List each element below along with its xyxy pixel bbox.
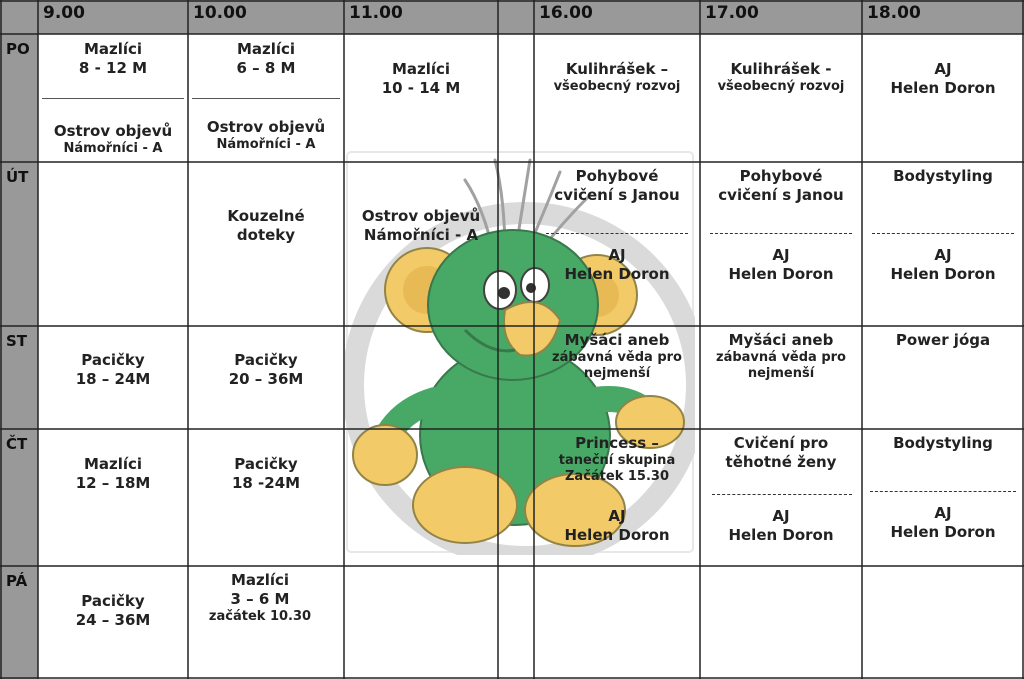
activity-desc: zábavná věda pro [716,349,846,365]
day-label-st: ST [0,326,38,429]
activity-name: Pacičky [234,351,298,369]
activity-desc-2: nejmenší [747,366,815,381]
st-9-activity [38,351,188,389]
activity-group: Námořníci - A [363,225,479,244]
activity-name-2: těhotné ženy [725,452,837,471]
activity-name: Mazlíci [391,60,451,78]
ut-17-separator [710,233,852,234]
st-18-activity [862,331,1024,350]
activity-name: Pacičky [234,455,298,473]
ct-18-activity-1 [862,434,1024,453]
header-time-gap [498,0,534,34]
activity-name: Mazlíci [236,40,296,58]
po-16-activity [534,60,700,95]
day-label-ct: ČT [0,429,38,566]
activity-name: Kulihrášek – [565,60,669,78]
activity-name-2: cvičení s Janou [718,185,844,204]
po-10-activity-1 [188,40,344,78]
ut-18-separator [872,233,1014,234]
day-label-pa: PÁ [0,566,38,679]
po-9-separator [42,98,184,99]
activity-name: Myšáci aneb [728,331,834,349]
ut-18-activity-2 [862,246,1024,284]
ut-16-activity-2 [534,246,700,284]
activity-start: Začátek 15.30 [565,469,669,484]
ct-18-separator [870,491,1016,492]
activity-teacher: Helen Doron [728,264,834,283]
activity-name: Pacičky [81,592,145,610]
activity-age: 18 – 24M [75,369,151,388]
activity-name: AJ [934,504,952,522]
activity-name: Cvičení pro [733,434,829,452]
activity-name: AJ [772,507,790,525]
activity-name-2: doteky [236,225,296,244]
activity-name: AJ [934,246,952,264]
st-16-activity [534,331,700,382]
po-10-activity-2 [188,118,344,153]
po-9-activity-2 [38,122,188,157]
po-9-activity-1 [38,40,188,78]
activity-teacher: Helen Doron [564,525,670,544]
activity-name: Mazlíci [83,455,143,473]
header-time-11: 11.00 [344,0,498,34]
ct-9-activity [38,455,188,493]
activity-desc: taneční skupina [558,452,676,468]
activity-name: Bodystyling [893,434,993,452]
activity-age: 20 – 36M [228,369,304,388]
ut-16-separator [546,233,688,234]
activity-name: Ostrov objevů [361,207,481,225]
activity-age: 24 – 36M [75,610,151,629]
activity-name: Pohybové [739,167,823,185]
po-10-separator [192,98,340,99]
activity-age: 6 – 8 M [236,58,296,77]
header-time-18: 18.00 [862,0,1024,34]
activity-name: AJ [608,246,626,264]
activity-desc: všeobecný rozvoj [717,78,845,94]
ct-18-activity-2 [862,504,1024,542]
ut-10-activity [188,207,344,245]
activity-name: Princess – [575,434,659,452]
header-time-17: 17.00 [700,0,862,34]
pa-9-activity [38,592,188,630]
activity-name: AJ [608,507,626,525]
activity-name: Mazlíci [83,40,143,58]
activity-age: 18 -24M [231,473,301,492]
header-time-9: 9.00 [38,0,188,34]
day-label-ut: ÚT [0,162,38,326]
activity-age: 3 – 6 M [230,589,290,608]
activity-teacher: Helen Doron [564,264,670,283]
po-11-activity [344,60,498,98]
activity-desc: zábavná věda pro [552,349,682,365]
activity-name: Pohybové [575,167,659,185]
ct-16-activity-2 [534,507,700,545]
ct-17-separator [712,494,852,495]
pa-10-activity [182,571,338,625]
ut-18-activity-1 [862,167,1024,186]
corner-cell [0,0,38,34]
ut-16-activity-1 [534,167,700,205]
st-10-activity [188,351,344,389]
activity-name: Kouzelné [227,207,305,225]
activity-name: Pacičky [81,351,145,369]
activity-teacher: Helen Doron [728,525,834,544]
activity-age: 10 - 14 M [381,78,461,97]
activity-name: Ostrov objevů [206,118,326,136]
header-time-10: 10.00 [188,0,344,34]
activity-group: Námořníci - A [216,136,316,152]
activity-name: AJ [934,60,952,78]
activity-name: Bodystyling [893,167,993,185]
activity-name: Power jóga [895,331,991,349]
activity-start: začátek 10.30 [208,608,312,624]
day-label-po: PO [0,34,38,162]
activity-name: Kulihrášek - [730,60,832,78]
ut-17-activity-2 [700,246,862,284]
activity-group: Námořníci - A [63,140,163,156]
activity-name: Myšáci aneb [564,331,670,349]
activity-name-2: cvičení s Janou [554,185,680,204]
activity-teacher: Helen Doron [890,522,996,541]
activity-age: 8 - 12 M [78,58,148,77]
activity-age: 12 – 18M [75,473,151,492]
activity-desc-2: nejmenší [583,366,651,381]
activity-name: Ostrov objevů [53,122,173,140]
ct-17-activity-2 [700,507,862,545]
ct-17-activity-1 [700,434,862,472]
activity-name: Mazlíci [230,571,290,589]
ut-17-activity-1 [700,167,862,205]
po-18-activity [862,60,1024,98]
st-17-activity [700,331,862,382]
activity-teacher: Helen Doron [890,264,996,283]
ct-10-activity [188,455,344,493]
activity-name: AJ [772,246,790,264]
activity-desc: všeobecný rozvoj [553,78,681,94]
header-time-16: 16.00 [534,0,700,34]
ct-16-activity-1 [534,434,700,485]
ut-11-activity [344,207,498,245]
activity-teacher: Helen Doron [890,78,996,97]
po-17-activity [700,60,862,95]
